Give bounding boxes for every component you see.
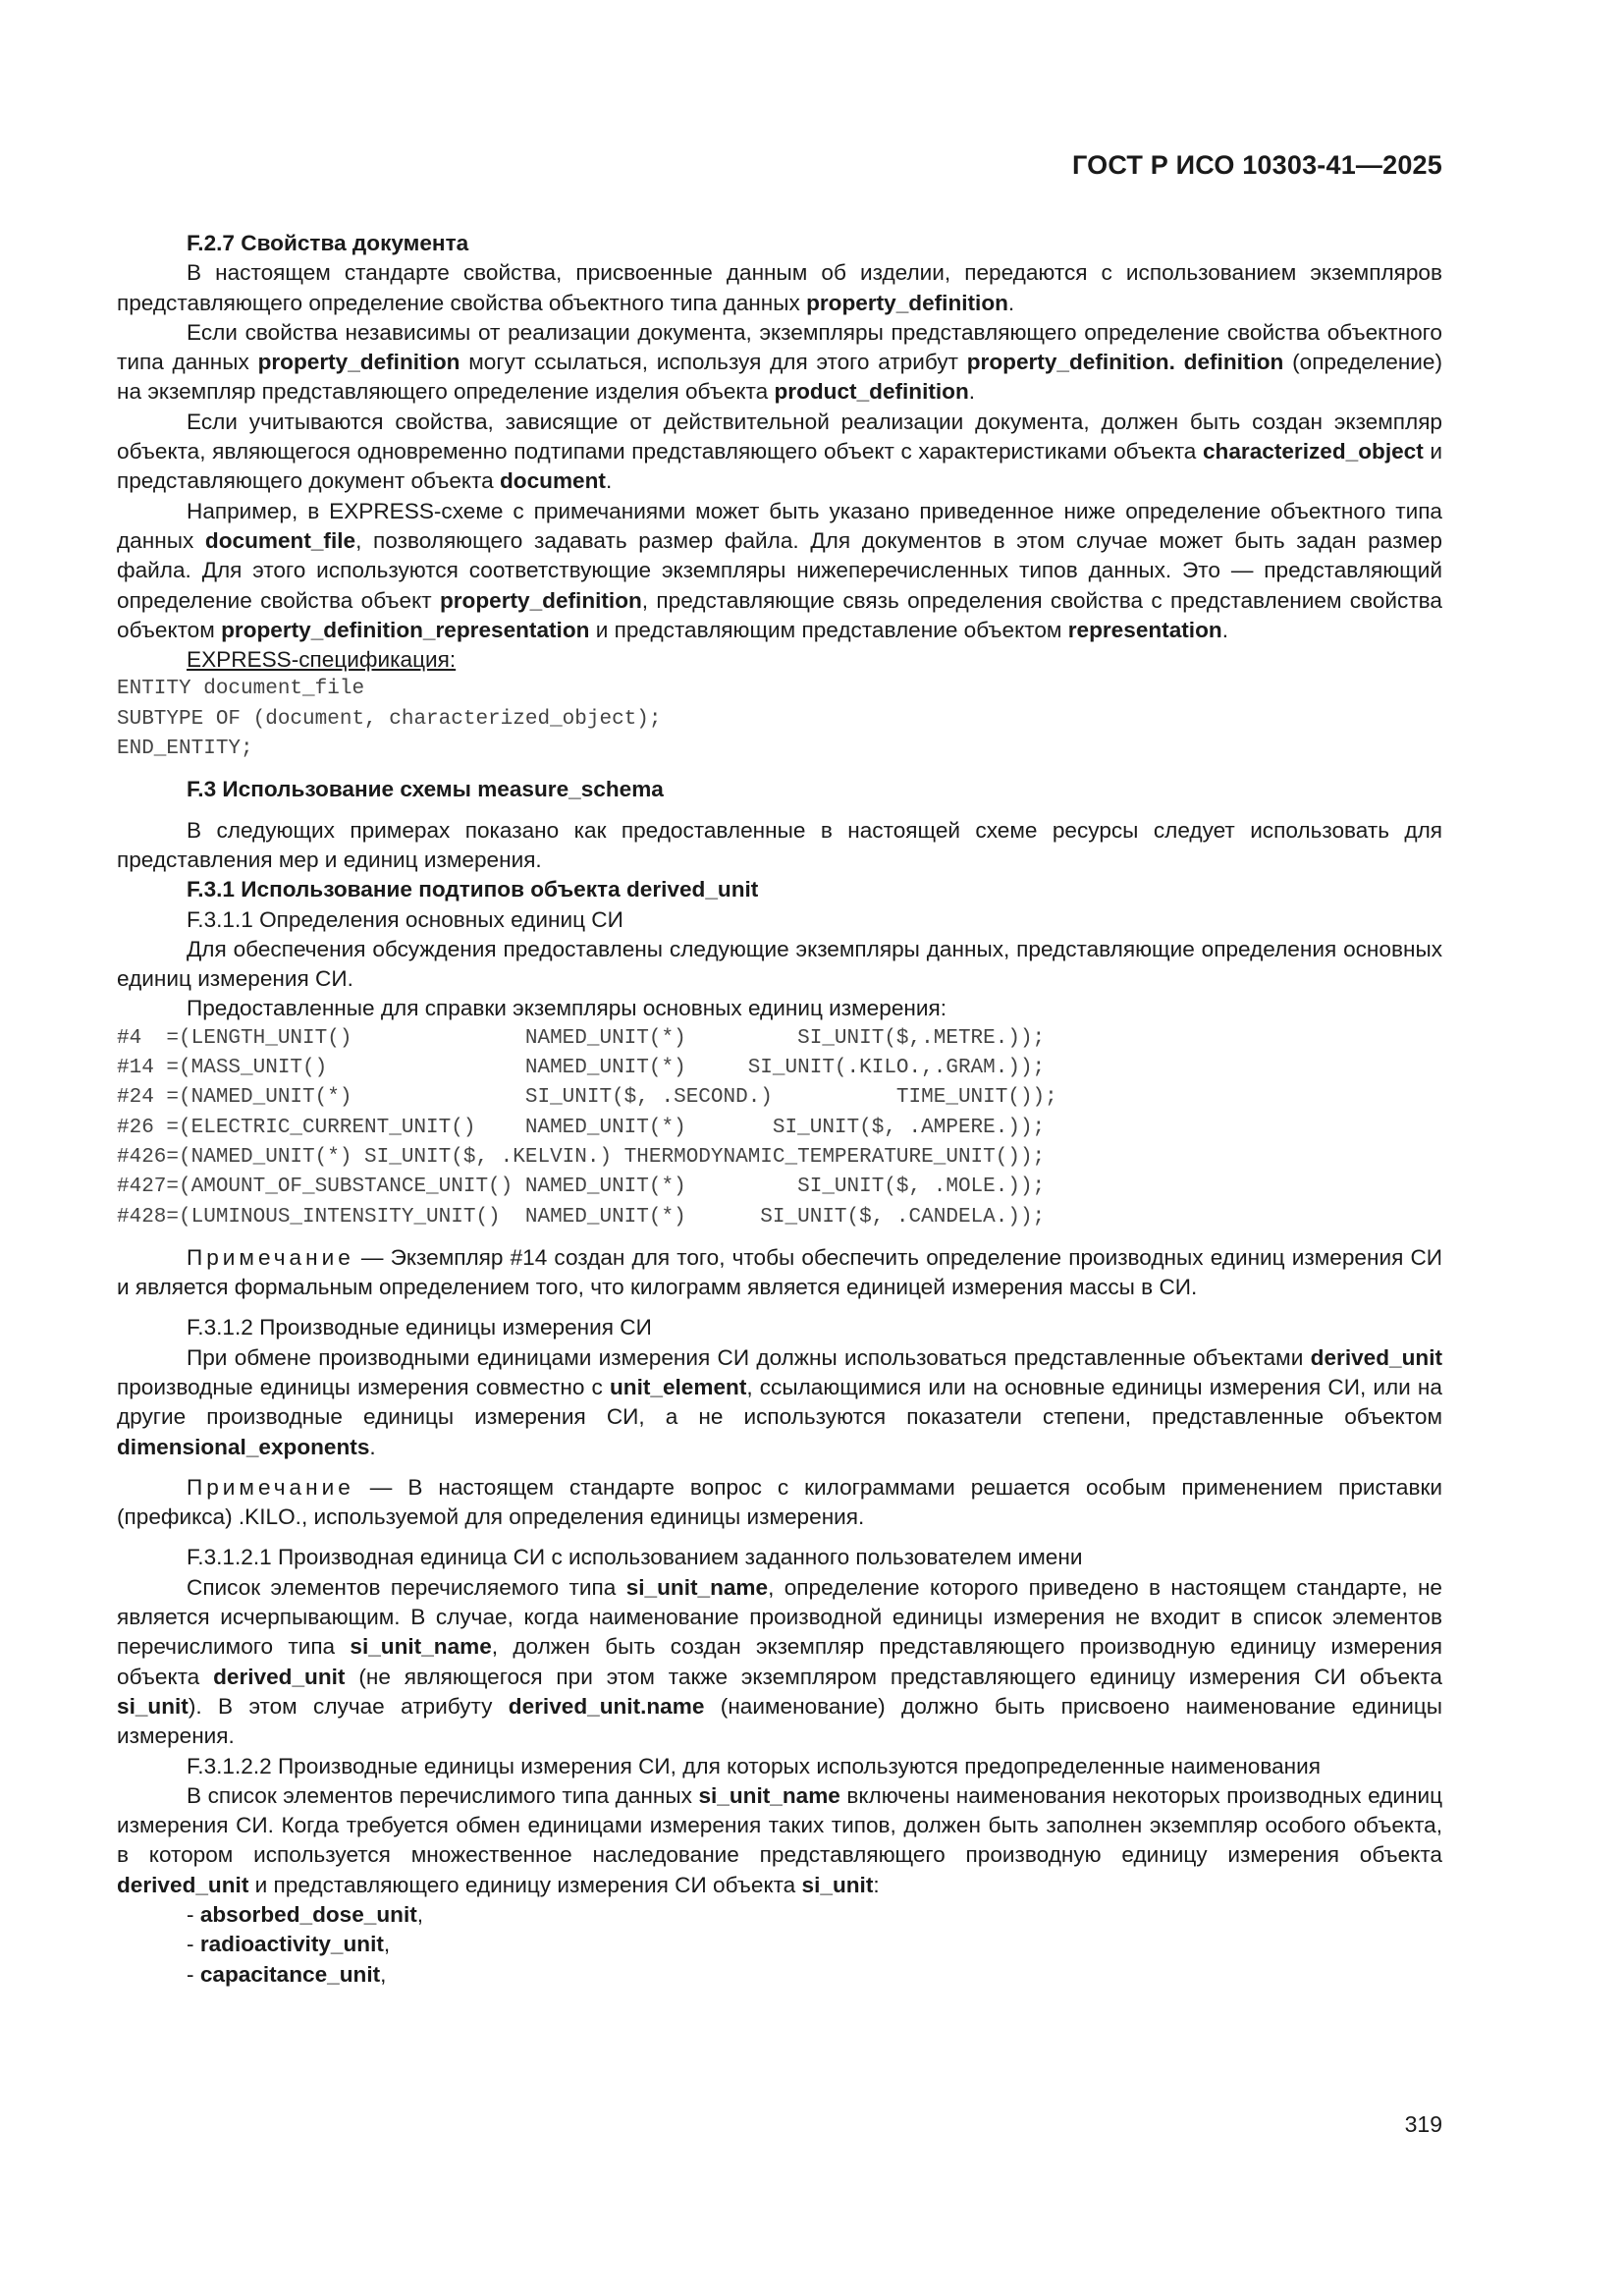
code-line: #426=(NAMED_UNIT(*) SI_UNIT($, .KELVIN.) THERMODYNAMIC_TEMPERATURE_UNIT()); (117, 1145, 1046, 1169)
paragraph: В следующих примерах показано как предоставленные в настоящей схеме ресурсы следует использовать для представления мер и единиц измерения. (117, 817, 1442, 872)
page-header: ГОСТ Р ИСО 10303-41—2025 (1072, 150, 1442, 180)
paragraph: Список элементов перечисляемого типа si_unit_name, определение которого приведено в настоящем стандарте, не является исчерпывающим. В случае, когда наименование производной единицы измерения не входит в список элементов перечислимого типа si_unit_name, должен быть создан экземпляр представляющего производную единицу измерения объекта derived_unit (не являющегося при этом также экземпляром представляющего единицу измерения СИ объекта si_unit). В этом случае атрибуту derived_unit.name (наименование) должно быть присвоено наименование единицы измерения. (117, 1574, 1443, 1749)
section-heading-f31: F.3.1 Использование подтипов объекта derived_unit (187, 877, 759, 902)
code-line: #14 =(MASS_UNIT() NAMED_UNIT(*) SI_UNIT(.KILO.,.GRAM.)); (117, 1057, 1046, 1080)
paragraph: В настоящем стандарте свойства, присвоенные данным об изделии, передаются с использованием экземпляров представляющего определение свойства объектного типа данных property_definition. (117, 260, 1442, 315)
section-heading-f3122: F.3.1.2.2 Производные единицы измерения СИ, для которых используются предопределенные наименования (187, 1753, 1321, 1778)
paragraph: При обмене производными единицами измерения СИ должны использоваться представленные объектами derived_unit производные единицы измерения совместно с unit_element, ссылающимися или на основные единицы измерения СИ, или на другие производные единицы измерения СИ, а не используются показатели степени, представленные объектом dimensional_exponents. (117, 1344, 1442, 1459)
section-heading-f3: F.3 Использование схемы measure_schema (187, 777, 664, 802)
section-heading-f312: F.3.1.2 Производные единицы измерения СИ (187, 1315, 652, 1340)
note: Примечание — В настоящем стандарте вопрос с килограммами решается особым применением приставки (префикса) .KILO., используемой для определения единицы измерения. (117, 1474, 1442, 1530)
code-line: #26 =(ELECTRIC_CURRENT_UNIT() NAMED_UNIT(*) SI_UNIT($, .AMPERE.)); (117, 1116, 1046, 1139)
list-item: - radioactivity_unit, (187, 1932, 391, 1957)
code-line: END_ENTITY; (117, 738, 253, 761)
paragraph: Если свойства независимы от реализации документа, экземпляры представляющего определение свойства объектного типа данных property_definition могут ссылаться, используя для этого атрибут property_definition. definition (определение) на экземпляр представляющего определение изделия объекта product_definition. (117, 319, 1443, 405)
code-line: SUBTYPE OF (document, characterized_object); (117, 707, 662, 731)
code-block-document-file (117, 675, 1442, 764)
code-block-instances (117, 1024, 1442, 1232)
code-line: ENTITY document_file (117, 678, 365, 701)
paragraph: Например, в EXPRESS-схеме с примечаниями может быть указано приведенное ниже определение объектного типа данных document_file, позволяющего задавать размер файла. Для документов в этом случае может быть задан размер файла. Для этого используются соответствующие экземпляры нижеперечисленных типов данных. Это — представляющий определение свойства объект property_definition, представляющие связь определения свойства с представлением свойства объектом property_definition_representation и представляющим представление объектом representation. (117, 498, 1442, 642)
code-line: #4 =(LENGTH_UNIT() NAMED_UNIT(*) SI_UNIT($,.METRE.)); (117, 1026, 1046, 1050)
list-item: - capacitance_unit, (187, 1961, 387, 1987)
section-heading-f27: F.2.7 Свойства документа (187, 231, 469, 255)
paragraph: Для обеспечения обсуждения предоставлены следующие экземпляры данных, представляющие определения основных единиц измерения СИ. (117, 936, 1442, 992)
document-body (117, 229, 1442, 1990)
section-heading-f3121: F.3.1.2.1 Производная единица СИ с использованием заданного пользователем имени (187, 1545, 1083, 1570)
list-item: - absorbed_dose_unit, (187, 1902, 424, 1928)
code-line: #428=(LUMINOUS_INTENSITY_UNIT() NAMED_UNIT(*) SI_UNIT($, .CANDELA.)); (117, 1205, 1046, 1229)
code-line: #427=(AMOUNT_OF_SUBSTANCE_UNIT() NAMED_UNIT(*) SI_UNIT($, .MOLE.)); (117, 1175, 1046, 1199)
note: Примечание — Экземпляр #14 создан для того, чтобы обеспечить определение производных единиц измерения СИ и является формальным определением того, что килограмм является единицей измерения массы в СИ. (117, 1244, 1442, 1300)
page-number: 319 (1404, 2111, 1442, 2137)
paragraph: В список элементов перечислимого типа данных si_unit_name включены наименования некоторых производных единиц измерения СИ. Когда требуется обмен единицами измерения таких типов, должен быть заполнен экземпляр особого объекта, в котором используется множественное наследование представляющего производную единицу измерения объекта derived_unit и представляющего единицу измерения СИ объекта si_unit: (117, 1782, 1443, 1897)
code-line: #24 =(NAMED_UNIT(*) SI_UNIT($, .SECOND.) TIME_UNIT()); (117, 1086, 1057, 1110)
paragraph: Если учитываются свойства, зависящие от действительной реализации документа, должен быть создан экземпляр объекта, являющегося одновременно подтипами представляющего объект с характеристиками объекта characterized_object и представляющего документ объекта document. (117, 409, 1443, 494)
express-label: EXPRESS-спецификация: (187, 647, 457, 673)
unit-list (117, 1900, 1442, 1990)
paragraph: Предоставленные для справки экземпляры основных единиц измерения: (187, 996, 947, 1021)
section-heading-f311: F.3.1.1 Определения основных единиц СИ (187, 906, 623, 932)
